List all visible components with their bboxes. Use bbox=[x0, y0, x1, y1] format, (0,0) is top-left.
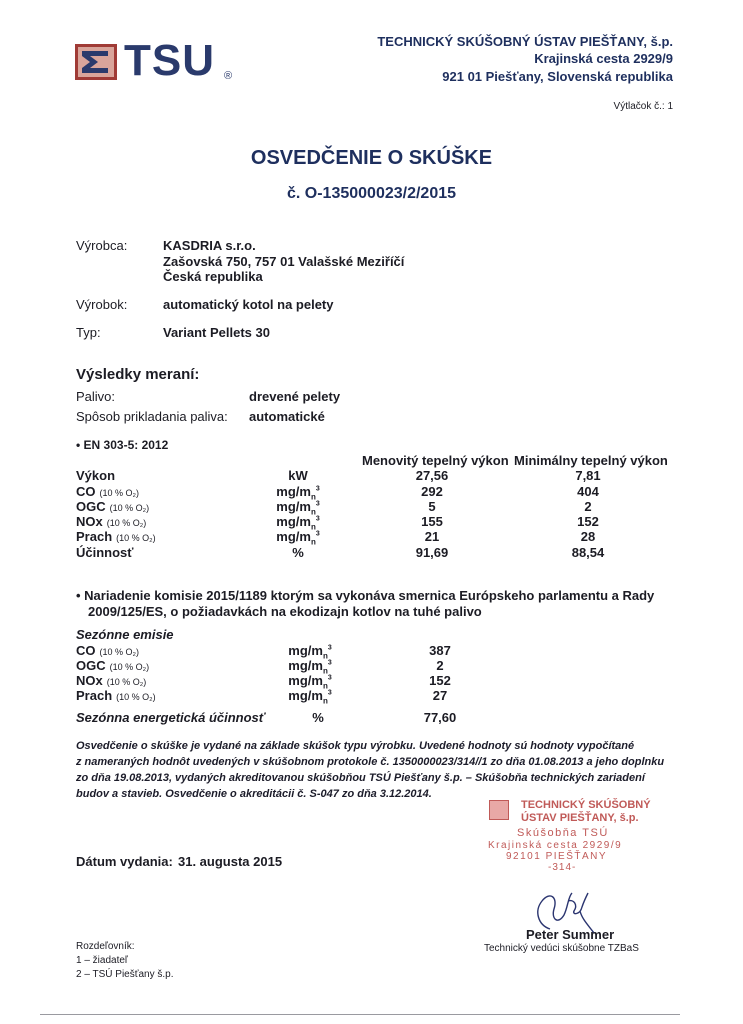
parameter-condition: (10 % O₂) bbox=[99, 488, 140, 498]
unit-text: mg/m bbox=[276, 484, 311, 499]
parameter-condition: (10 % O₂) bbox=[116, 533, 156, 543]
regulation-line2: 2009/125/ES, o požiadavkách na ekodizajn kotlov na tuhé palivo bbox=[88, 604, 482, 619]
unit-subscript: n bbox=[310, 492, 316, 502]
seasonal-value: 2 bbox=[436, 658, 444, 673]
signer-name: Peter Summer bbox=[526, 927, 615, 942]
unit-text: % bbox=[292, 545, 304, 560]
manufacturer-label: Výrobca: bbox=[76, 238, 128, 253]
unit-subscript: n bbox=[322, 696, 328, 706]
unit-subscript: n bbox=[310, 522, 316, 532]
statement-line: zo dňa 19.08.2013, vydaných akreditovanou skúšobňou TSÚ Piešťany š.p. – Skúšobňa technických zariadení bbox=[76, 772, 645, 784]
regulation-line1: Nariadenie komisie 2015/1189 ktorým sa vykonáva smernica Európskeho parlamentu a Rady bbox=[84, 588, 655, 603]
manufacturer-country: Česká republika bbox=[163, 269, 263, 284]
nominal-value: 21 bbox=[424, 529, 440, 544]
unit-superscript: 3 bbox=[327, 689, 332, 697]
logo-registered-mark: ® bbox=[224, 70, 233, 82]
stamp-line2: ÚSTAV PIEŠŤANY, š.p. bbox=[521, 812, 639, 824]
unit-text: mg/m bbox=[276, 499, 311, 514]
parameter-condition: (10 % O₂) bbox=[109, 662, 150, 672]
table-row-name bbox=[76, 529, 156, 544]
distribution-heading: Rozdeľovník: bbox=[76, 941, 135, 952]
seasonal-row-name bbox=[76, 643, 139, 658]
unit-subscript: n bbox=[322, 666, 328, 676]
logo-text: TSU bbox=[124, 36, 215, 85]
unit-text: mg/m bbox=[288, 643, 323, 658]
table-row-name bbox=[76, 499, 149, 514]
statement-line: z nameraných hodnôt uvedených v skúšobnom protokole č. 1350000023/314//1 zo dňa 01.08.2013 a jeho doplnku bbox=[76, 756, 665, 768]
nominal-value: 91,69 bbox=[415, 545, 449, 560]
distribution-item: 2 – TSÚ Piešťany š.p. bbox=[76, 969, 174, 980]
parameter-name: OGC bbox=[76, 658, 106, 673]
parameter-condition: (10 % O₂) bbox=[99, 647, 140, 657]
en-standard-bullet: • EN 303-5: 2012 bbox=[76, 438, 169, 452]
unit-text: mg/m bbox=[276, 529, 311, 544]
unit-text: kW bbox=[288, 468, 308, 483]
distribution-item: 1 – žiadateľ bbox=[76, 955, 128, 966]
unit-cell bbox=[268, 545, 328, 560]
seasonal-heading: Sezónne emisie bbox=[76, 627, 174, 642]
parameter-name: CO bbox=[76, 484, 96, 499]
unit-superscript: 3 bbox=[315, 530, 320, 538]
seasonal-row-name bbox=[76, 658, 149, 673]
stamp-line4: Krajinská cesta 2929/9 bbox=[488, 840, 623, 851]
minimal-value: 152 bbox=[577, 514, 599, 529]
signature-icon bbox=[528, 875, 608, 935]
parameter-name: NOx bbox=[76, 514, 103, 529]
unit-cell bbox=[268, 468, 328, 483]
institute-city: 921 01 Piešťany, Slovenská republika bbox=[442, 69, 673, 84]
stamp-line6: -314- bbox=[548, 862, 577, 873]
fuel-value: drevené pelety bbox=[249, 389, 341, 404]
minimal-value: 88,54 bbox=[571, 545, 605, 560]
type-label: Typ: bbox=[76, 325, 101, 340]
issue-date-label: Dátum vydania: bbox=[76, 854, 173, 869]
feed-label: Spôsob prikladania paliva: bbox=[76, 409, 228, 424]
parameter-condition: (10 % O₂) bbox=[106, 677, 147, 687]
unit-subscript: n bbox=[310, 537, 316, 547]
nominal-value: 155 bbox=[421, 514, 443, 529]
parameter-name: Prach bbox=[76, 529, 113, 544]
copy-number: Výtlačok č.: 1 bbox=[613, 101, 673, 112]
nominal-value: 27,56 bbox=[415, 468, 449, 483]
minimal-value: 7,81 bbox=[575, 468, 601, 483]
table-row-name bbox=[76, 484, 139, 499]
statement-line: budov a stavieb. Osvedčenie o akreditácii č. S-047 zo dňa 3.12.2014. bbox=[76, 788, 432, 800]
parameter-condition: (10 % O₂) bbox=[116, 692, 156, 702]
table-row-name bbox=[76, 545, 134, 560]
logo-glyph-icon bbox=[78, 47, 114, 77]
seasonal-row-name bbox=[76, 673, 146, 688]
product-label: Výrobok: bbox=[76, 297, 128, 312]
stamp-logo-icon bbox=[489, 800, 509, 820]
parameter-name: Prach bbox=[76, 688, 113, 703]
unit-superscript: 3 bbox=[327, 674, 332, 682]
col-nominal-header: Menovitý tepelný výkon bbox=[362, 453, 509, 468]
fuel-label: Palivo: bbox=[76, 389, 116, 404]
type-value: Variant Pellets 30 bbox=[163, 325, 270, 340]
certificate-number: č. O-135000023/2/2015 bbox=[286, 185, 457, 202]
parameter-condition: (10 % O₂) bbox=[109, 503, 150, 513]
unit-superscript: 3 bbox=[315, 500, 320, 508]
issue-date-value: 31. augusta 2015 bbox=[178, 854, 283, 869]
bottom-scan-line bbox=[40, 1014, 680, 1015]
seasonal-efficiency-value: 77,60 bbox=[423, 710, 457, 725]
stamp-line1: TECHNICKÝ SKÚŠOBNÝ bbox=[521, 799, 651, 811]
unit-subscript: n bbox=[322, 681, 328, 691]
statement-paragraph bbox=[76, 738, 672, 802]
unit-superscript: 3 bbox=[315, 485, 320, 493]
parameter-name: CO bbox=[76, 643, 96, 658]
parameter-condition: (10 % O₂) bbox=[106, 518, 147, 528]
nominal-value: 292 bbox=[421, 484, 443, 499]
institute-name: TECHNICKÝ SKÚŠOBNÝ ÚSTAV PIEŠŤANY, š.p. bbox=[377, 34, 673, 49]
statement-line: Osvedčenie o skúške je vydané na základe skúšok typu výrobku. Uvedené hodnoty sú hodnoty vypočítané bbox=[76, 740, 635, 752]
en-standard: EN 303-5: 2012 bbox=[83, 438, 169, 452]
seasonal-value: 27 bbox=[432, 688, 448, 703]
feed-value: automatické bbox=[249, 409, 325, 424]
unit-text: mg/m bbox=[288, 688, 323, 703]
unit-superscript: 3 bbox=[327, 644, 332, 652]
manufacturer-name: KASDRIA s.r.o. bbox=[163, 238, 256, 253]
regulation-bullet: • Nariadenie komisie 2015/1189 ktorým sa vykonáva smernica Európskeho parlamentu a Rady bbox=[76, 588, 655, 603]
table-row-name bbox=[76, 468, 115, 483]
institute-street: Krajinská cesta 2929/9 bbox=[534, 51, 673, 66]
unit-superscript: 3 bbox=[315, 515, 320, 523]
tsu-logo-mark bbox=[75, 44, 117, 80]
unit-text: mg/m bbox=[288, 658, 323, 673]
parameter-name: Výkon bbox=[76, 468, 116, 483]
seasonal-value: 387 bbox=[429, 643, 451, 658]
unit-text: mg/m bbox=[288, 673, 323, 688]
unit-cell bbox=[280, 688, 340, 706]
product-value: automatický kotol na pelety bbox=[163, 297, 334, 312]
seasonal-row-name bbox=[76, 688, 156, 703]
table-row-name bbox=[76, 514, 146, 529]
col-minimal-header: Minimálny tepelný výkon bbox=[514, 453, 668, 468]
unit-subscript: n bbox=[310, 507, 316, 517]
minimal-value: 404 bbox=[577, 484, 599, 499]
stamp-line3: Skúšobňa TSÚ bbox=[517, 827, 609, 839]
nominal-value: 5 bbox=[428, 499, 436, 514]
unit-subscript: n bbox=[322, 651, 328, 661]
signer-role: Technický vedúci skúšobne TZBaS bbox=[484, 943, 639, 954]
seasonal-efficiency-label: Sezónna energetická účinnosť bbox=[76, 710, 266, 725]
page-title: OSVEDČENIE O SKÚŠKE bbox=[250, 147, 493, 169]
parameter-name: NOx bbox=[76, 673, 103, 688]
unit-superscript: 3 bbox=[327, 659, 332, 667]
parameter-name: OGC bbox=[76, 499, 106, 514]
results-heading: Výsledky meraní: bbox=[76, 366, 200, 383]
minimal-value: 28 bbox=[580, 529, 596, 544]
manufacturer-address: Zašovská 750, 757 01 Valašské Meziříčí bbox=[163, 254, 405, 269]
stamp-line5: 92101 PIEŠŤANY bbox=[506, 851, 608, 862]
unit-cell bbox=[268, 529, 328, 547]
minimal-value: 2 bbox=[584, 499, 592, 514]
unit-text: mg/m bbox=[276, 514, 311, 529]
seasonal-efficiency-unit: % bbox=[312, 710, 324, 725]
parameter-name: Účinnosť bbox=[76, 545, 134, 560]
seasonal-value: 152 bbox=[429, 673, 451, 688]
